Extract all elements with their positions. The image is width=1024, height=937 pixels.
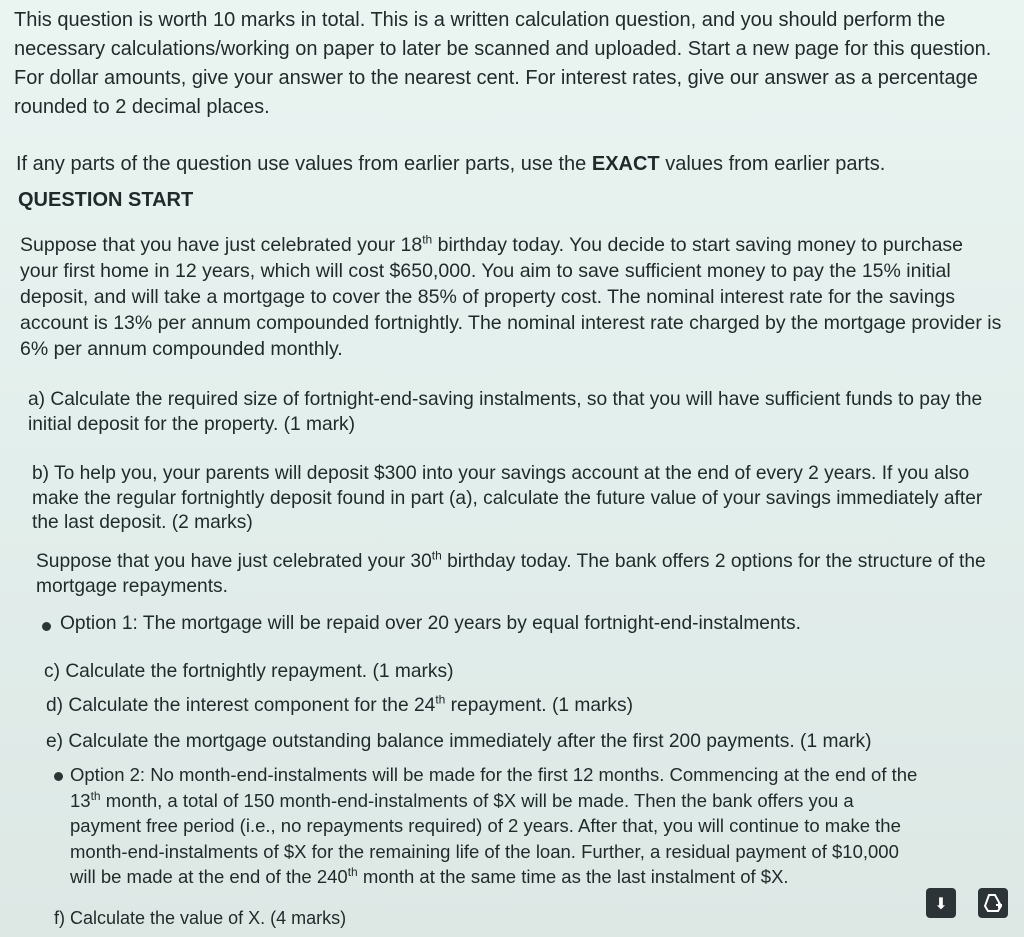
option2-l5-sup: th — [347, 864, 358, 879]
intro-paragraph — [14, 6, 1018, 122]
scenario2-post: birthday today. The bank offers 2 options for the structure of the mortgage repayments. — [36, 551, 986, 597]
option2-line1: Option 2: No month-end-instalments will be made for the first 12 months. Commencing at the end of the — [70, 764, 918, 785]
download-arrow-icon: ⬇ — [934, 893, 948, 913]
part-e — [46, 730, 1010, 755]
part-a-text: a) Calculate the required size of fortnight-end-saving instalments, so that you will have sufficient funds to pay the initial deposit for the property. (1 mark) — [28, 389, 983, 435]
part-c-text: c) Calculate the fortnightly repayment. (1 marks) — [44, 661, 454, 682]
scenario2-paragraph — [36, 550, 994, 599]
exact-note-post: values from earlier parts. — [659, 153, 886, 175]
question-start-label: QUESTION START — [18, 189, 194, 211]
scenario-sup: th — [422, 232, 433, 247]
download-button[interactable] — [926, 888, 956, 918]
option2-l5-post: month at the same time as the last instalment of $X. — [357, 866, 789, 887]
scenario2-pre: Suppose that you have just celebrated your 30 — [36, 551, 432, 572]
add-to-drive-icon — [983, 894, 1003, 912]
part-b — [32, 462, 994, 536]
part-d-pre: d) Calculate the interest component for the 24 — [46, 695, 436, 716]
option2-l2-sup: th — [90, 788, 101, 803]
scenario-pre: Suppose that you have just celebrated your 18 — [20, 234, 423, 256]
option2-line4: month-end-instalments of $X for the remaining life of the loan. Further, a residual payment of $10,000 — [70, 840, 899, 862]
part-f-text: f) Calculate the value of X. (4 marks) — [54, 908, 347, 928]
option2-line3: payment free period (i.e., no repayments required) of 2 years. After that, you will continue to make the — [70, 815, 901, 836]
bullet-option2 — [54, 772, 63, 781]
exact-note-pre: If any parts of the question use values from earlier parts, use the — [16, 153, 592, 175]
part-a — [28, 388, 994, 437]
option2-l2-pre: 13 — [70, 789, 91, 811]
option2-line2 — [70, 788, 994, 814]
intro-text: This question is worth 10 marks in total. This is a written calculation question, and you should perform the necessary calculations/working on paper to later be scanned and uploaded. Start a new page for this question. For dollar amounts, give your answer to the nearest cent. For interest rates, give our answer as a percentage rounded to 2 decimal places. — [14, 9, 992, 118]
option1 — [60, 612, 994, 637]
option2-l5-pre: will be made at the end of the 240 — [70, 866, 348, 887]
part-d-sup: th — [435, 692, 446, 707]
add-to-drive-button[interactable] — [978, 888, 1008, 918]
scenario-paragraph — [20, 232, 1002, 362]
part-b-text: b) To help you, your parents will deposit $300 into your savings account at the end of every 2 years. If you also make the regular fortnightly deposit found in part (a), calculate the future value of your savings immediately after the last deposit. (2 marks) — [32, 463, 983, 533]
exact-values-note — [16, 152, 1010, 177]
exact-keyword: EXACT — [591, 153, 660, 175]
option2-line5 — [70, 864, 994, 890]
part-d-post: repayment. (1 marks) — [445, 695, 633, 716]
option2-l2-post: month, a total of 150 month-end-instalments of $X will be made. Then the bank offers you a — [100, 789, 854, 811]
option1-text: Option 1: The mortgage will be repaid over 20 years by equal fortnight-end-instalments. — [60, 613, 801, 634]
scenario-post: birthday today. You decide to start saving money to purchase your first home in 12 years, which will cost $650,000. You aim to save sufficient money to pay the 15% initial deposit, and will take a mortgage to cover the 85% of property cost. The nominal interest rate for the savings account is 13% per annum compounded fortnightly. The nominal interest rate charged by the mortgage provider is 6% per annum compounded monthly. — [20, 234, 1002, 360]
question-start-heading — [18, 188, 1010, 213]
part-c — [44, 660, 1010, 685]
part-f — [54, 906, 1010, 931]
bullet-option1 — [42, 622, 51, 631]
scenario2-sup: th — [431, 548, 442, 563]
option2 — [70, 762, 994, 890]
part-d — [46, 694, 1010, 719]
part-e-text: e) Calculate the mortgage outstanding balance immediately after the first 200 payments. (1 mark) — [46, 731, 872, 752]
